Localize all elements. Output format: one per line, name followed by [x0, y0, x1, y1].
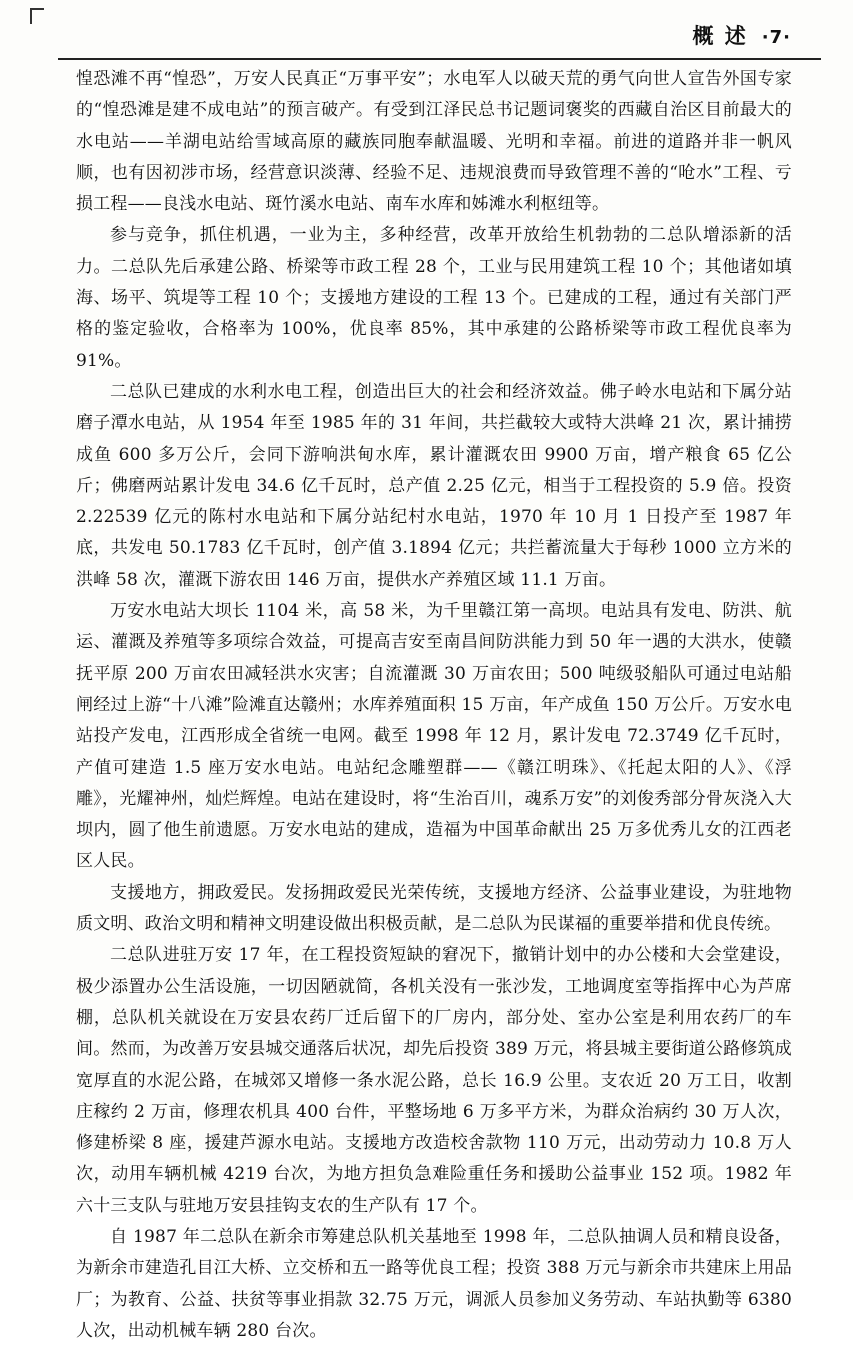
header-rule: [58, 58, 821, 60]
paragraph-continued: 惶恐滩不再“惶恐”，万安人民真正“万事平安”；水电军人以破天荒的勇气向世人宣告外国专家的“惶恐滩是建不成电站”的预言破产。有受到江泽民总书记题词褒奖的西藏自治区目前最大的水电站——羊湖电站给雪域高原的藏族同胞奉献温暖、光明和幸福。前进的道路并非一帆风顺，也有因初涉市场，经营意识淡薄、经验不足、违规浪费而导致管理不善的“呛水”工程、亏损工程——良浅水电站、斑竹溪水电站、南车水库和姊滩水利枢纽等。: [76, 69, 792, 215]
body-text: [76, 64, 792, 1347]
page-number: ·7·: [761, 27, 791, 48]
paragraph: 二总队进驻万安 17 年，在工程投资短缺的窘况下，撤销计划中的办公楼和大会堂建设，极少添置办公生活设施，一切因陋就简，各机关没有一张沙发，工地调度室等指挥中心为芦席棚，总队机关就设在万安县农药厂迁后留下的厂房内，部分处、室办公室是利用农药厂的车间。然而，为改善万安县城交通落后状况，却先后投资 389 万元，将县城主要街道公路修筑成宽厚直的水泥公路，在城郊又增修一条水泥公路，总长 16.9 公里。支农近 20 万工日，收割庄稼约 2 万亩，修理农机具 400 台件，平整场地 6 万多平方米，为群众治病约 30 万人次，修建桥梁 8 座，援建芦源水电站。支援地方改造校舍款物 110 万元，出动劳动力 10.8 万人次，动用车辆机械 4219 台次，为地方担负急难险重任务和援助公益事业 152 项。1982 年六十三支队与驻地万安县挂钩支农的生产队有 17 个。: [76, 945, 792, 1216]
paragraph: 参与竞争，抓住机遇，一业为主，多种经营，改革开放给生机勃勃的二总队增添新的活力。二总队先后承建公路、桥梁等市政工程 28 个，工业与民用建筑工程 10 个；其他诸如填海、场平、筑堤等工程 10 个；支援地方建设的工程 13 个。已建成的工程，通过有关部门严格的鉴定验收，合格率为 100%，优良率 85%，其中承建的公路桥梁等市政工程优良率为 91%。: [76, 225, 792, 371]
paragraph: 支援地方，拥政爱民。发扬拥政爱民光荣传统，支援地方经济、公益事业建设，为驻地物质文明、政治文明和精神文明建设做出积极贡献，是二总队为民谋福的重要举措和优良传统。: [76, 882, 792, 935]
section-title: 概 述: [692, 24, 748, 48]
paragraph: 万安水电站大坝长 1104 米，高 58 米，为千里赣江第一高坝。电站具有发电、防洪、航运、灌溉及养殖等多项综合效益，可提高吉安至南昌间防洪能力到 50 年一遇的大洪水，使赣抚平原 200 万亩农田减轻洪水灾害；自流灌溉 30 万亩农田；500 吨级驳船队可通过电站船闸经过上游“十八滩”险滩直达赣州；水库养殖面积 15 万亩，年产成鱼 150 万公斤。万安水电站投产发电，江西形成全省统一电网。截至 1998 年 12 月，累计发电 72.3749 亿千瓦时，产值可建造 1.5 座万安水电站。电站纪念雕塑群——《赣江明珠》、《托起太阳的人》、《浮雕》，光耀神州，灿烂辉煌。电站在建设时，将“生治百川，魂系万安”的刘俊秀部分骨灰浇入大坝内，圆了他生前遗愿。万安水电站的建成，造福为中国革命献出 25 万多优秀儿女的江西老区人民。: [76, 601, 792, 872]
scan-corner-mark: [30, 8, 44, 24]
paragraph: 自 1987 年二总队在新余市筹建总队机关基地至 1998 年，二总队抽调人员和精良设备，为新余市建造孔目江大桥、立交桥和五一路等优良工程；投资 388 万元与新余市共建床上用品厂；为教育、公益、扶贫等事业捐款 32.75 万元，调派人员参加义务劳动、车站执勤等 6380 人次，出动机械车辆 280 台次。: [76, 1226, 792, 1341]
paragraph: 二总队已建成的水利水电工程，创造出巨大的社会和经济效益。佛子岭水电站和下属分站磨子潭水电站，从 1954 年至 1985 年的 31 年间，共拦截较大或特大洪峰 21 次，累计捕捞成鱼 600 多万公斤，会同下游响洪甸水库，累计灌溉农田 9900 万亩，增产粮食 65 亿公斤；佛磨两站累计发电 34.6 亿千瓦时，总产值 2.25 亿元，相当于工程投资的 5.9 倍。投资 2.22539 亿元的陈村水电站和下属分站纪村水电站，1970 年 10 月 1 日投产至 1987 年底，共发电 50.1783 亿千瓦时，创产值 3.1894 亿元；共拦蓄流量大于每秒 1000 立方米的洪峰 58 次，灌溉下游农田 146 万亩，提供水产养殖区域 11.1 万亩。: [76, 381, 792, 590]
page-header: [692, 20, 791, 50]
